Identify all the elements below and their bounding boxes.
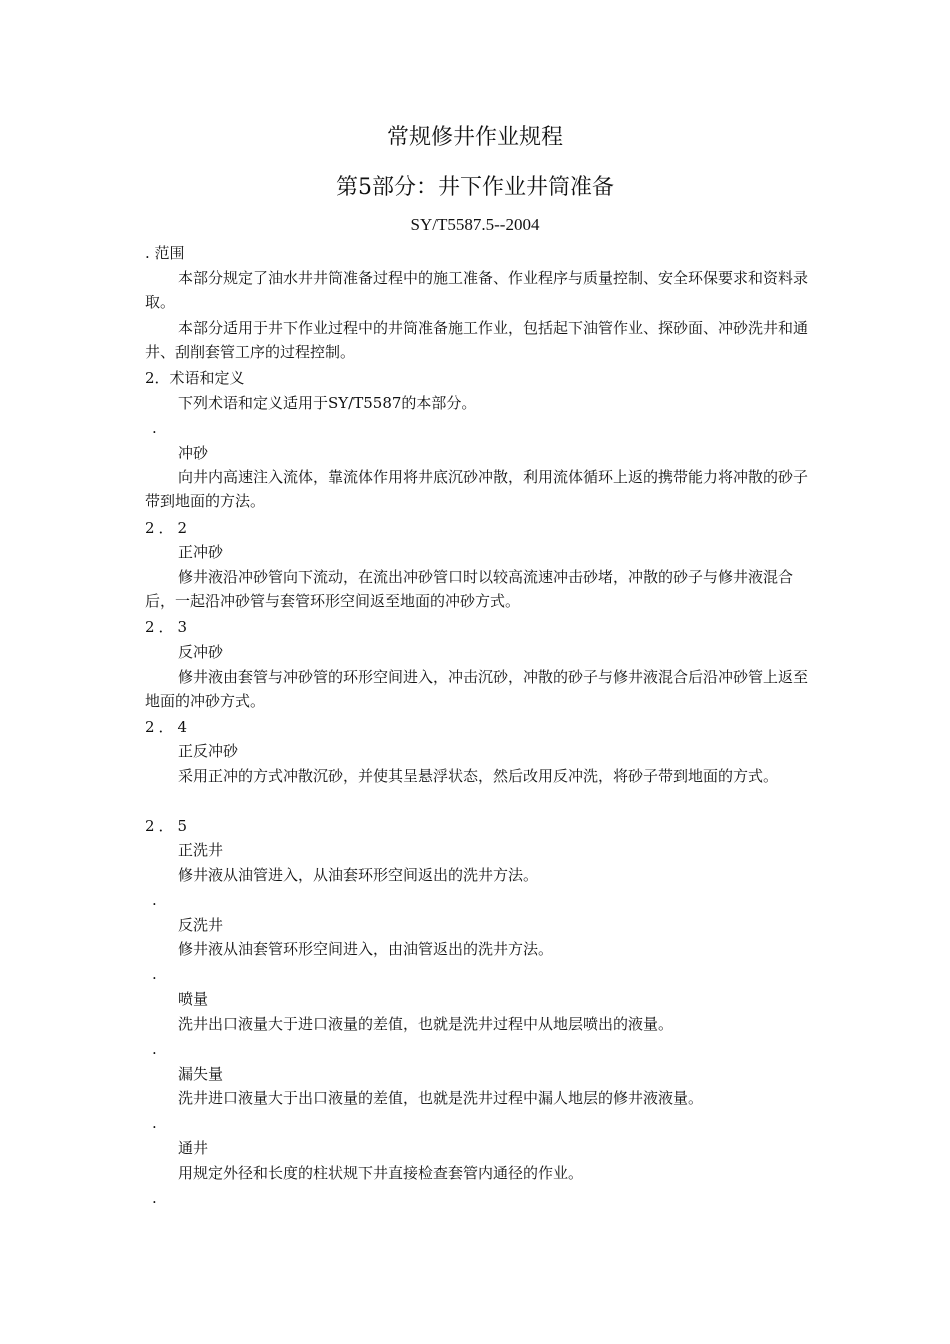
term-name: 通井	[178, 1139, 209, 1157]
paragraph-terms-intro: 下列术语和定义适用于SY/T5587的本部分。	[178, 394, 477, 412]
term-definition: 洗井进口液量大于出口液量的差值，也就是洗井过程中漏人地层的修井液液量。	[178, 1089, 704, 1107]
term-name: 冲砂	[178, 444, 209, 462]
term-number: .	[152, 1114, 157, 1132]
section-heading-terms: 2．术语和定义	[145, 369, 245, 387]
term-number: .	[152, 965, 157, 983]
term-number: .	[152, 1189, 157, 1207]
term-definition: 修井液从油管进入，从油套环形空间返出的洗井方法。	[178, 866, 539, 884]
term-name: 正洗井	[178, 841, 224, 859]
term-definition: 修井液由套管与冲砂管的环形空间进入，冲击沉砂，冲散的砂子与修井液混合后沿冲砂管上返至地面的冲砂方式。	[145, 668, 809, 710]
term-number: .	[152, 419, 157, 437]
term-definition: 向井内高速注入流体，靠流体作用将井底沉砂冲散，利用流体循环上返的携带能力将冲散的砂子带到地面的方法。	[145, 468, 809, 510]
term-name: 正冲砂	[178, 543, 224, 561]
term-number: .	[152, 891, 157, 909]
document-title: 常规修井作业规程	[386, 125, 563, 150]
term-number: 2．3	[145, 618, 192, 636]
section-heading-scope: . 范围	[145, 244, 185, 262]
term-name: 喷量	[178, 990, 209, 1008]
paragraph-scope-2: 本部分适用于井下作业过程中的井筒准备施工作业，包括起下油管作业、探砂面、冲砂洗井和通井、刮削套管工序的过程控制。	[145, 319, 809, 361]
term-definition: 修井液从油套管环形空间进入，由油管返出的洗井方法。	[178, 940, 554, 958]
term-number: 2．5	[145, 817, 192, 835]
term-definition: 修井液沿冲砂管向下流动，在流出冲砂管口时以较高流速冲击砂堵，冲散的砂子与修井液混合后，一起沿冲砂管与套管环形空间返至地面的冲砂方式。	[145, 568, 794, 610]
term-name: 反冲砂	[178, 643, 224, 661]
paragraph-scope-1: 本部分规定了油水井井筒准备过程中的施工准备、作业程序与质量控制、安全环保要求和资料录取。	[145, 269, 809, 311]
term-name: 漏失量	[178, 1065, 224, 1083]
standard-code: SY/T5587.5--2004	[410, 215, 540, 234]
term-name: 正反冲砂	[178, 742, 239, 760]
document-subtitle: 第5部分：井下作业井筒准备	[336, 175, 614, 200]
term-number: 2．2	[145, 519, 192, 537]
term-number: .	[152, 1040, 157, 1058]
term-definition: 采用正冲的方式冲散沉砂，并使其呈悬浮状态，然后改用反冲洗，将砂子带到地面的方式。	[178, 767, 779, 785]
term-definition: 用规定外径和长度的柱状规下井直接检查套管内通径的作业。	[178, 1164, 584, 1182]
term-number: 2．4	[145, 718, 192, 736]
term-definition: 洗井出口液量大于进口液量的差值，也就是洗井过程中从地层喷出的液量。	[178, 1015, 674, 1033]
term-name: 反洗井	[178, 916, 224, 934]
